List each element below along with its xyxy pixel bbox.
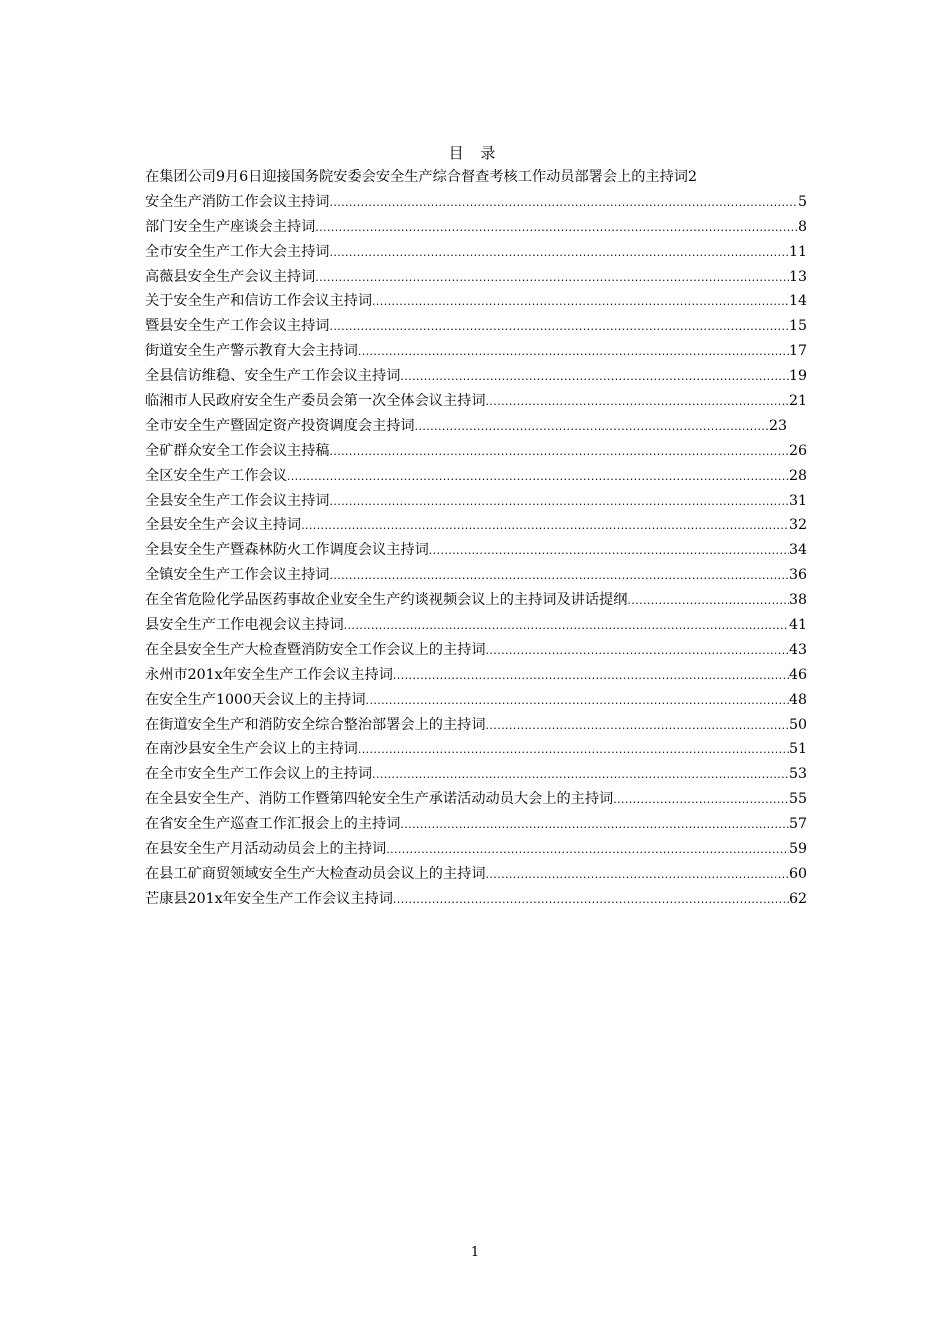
dot-leader (400, 813, 789, 837)
toc-entry-page-number[interactable]: 26 (788, 442, 807, 459)
toc-entry-title[interactable]: 全区安全生产工作会议 (145, 467, 287, 484)
toc-entry-title[interactable]: 关于安全生产和信访工作会议主持词 (145, 293, 373, 310)
toc-entry-page-number[interactable]: 50 (788, 716, 807, 733)
table-of-contents (145, 165, 807, 912)
toc-entry-title[interactable]: 在全省危险化学品医药事故企业安全生产约谈视频会议上的主持词及讲话提纲 (145, 592, 628, 609)
dot-leader (613, 788, 789, 812)
toc-entry[interactable] (145, 489, 807, 514)
toc-entry[interactable] (145, 165, 807, 190)
toc-entry[interactable] (145, 613, 807, 638)
toc-entry-title[interactable]: 在全市安全生产工作会议上的主持词 (145, 766, 373, 783)
toc-entry[interactable] (145, 215, 807, 240)
toc-entry[interactable] (145, 364, 807, 389)
toc-entry-page-number[interactable]: 15 (788, 318, 807, 335)
toc-entry-page-number[interactable]: 14 (788, 293, 807, 310)
toc-entry[interactable] (145, 389, 807, 414)
toc-entry[interactable] (145, 887, 807, 912)
dot-leader (393, 664, 789, 688)
toc-entry[interactable] (145, 414, 807, 439)
toc-entry[interactable] (145, 588, 807, 613)
toc-entry[interactable] (145, 737, 807, 762)
toc-entry[interactable] (145, 787, 807, 812)
toc-entry-title[interactable]: 安全生产消防工作会议主持词 (145, 193, 330, 210)
dot-leader (358, 738, 789, 762)
toc-entry-page-number[interactable]: 41 (788, 617, 807, 634)
toc-entry[interactable] (145, 190, 807, 215)
dot-leader (287, 465, 789, 489)
toc-entry-page-number[interactable]: 11 (788, 243, 807, 260)
toc-entry-page-number[interactable]: 32 (788, 517, 807, 534)
toc-entry-title[interactable]: 在县工矿商贸领域安全生产大检查动员会议上的主持词 (145, 865, 486, 882)
toc-entry-title[interactable]: 在街道安全生产和消防安全综合整治部署会上的主持词 (145, 716, 486, 733)
toc-entry-title[interactable]: 全县安全生产暨森林防火工作调度会议主持词 (145, 542, 429, 559)
toc-entry-title[interactable]: 高薇县安全生产会议主持词 (145, 268, 316, 285)
dot-leader (329, 241, 788, 265)
toc-entry-page-number[interactable]: 51 (788, 741, 807, 758)
toc-entry-page-number[interactable]: 36 (788, 567, 807, 584)
dot-leader (344, 614, 789, 638)
toc-entry-title[interactable]: 芒康县201x年安全生产工作会议主持词 (145, 890, 393, 907)
toc-entry-page-number[interactable]: 55 (788, 791, 807, 808)
toc-entry-title[interactable]: 在县安全生产月活动动员会上的主持词 (145, 841, 387, 858)
toc-entry[interactable] (145, 439, 807, 464)
dot-leader (329, 564, 788, 588)
toc-entry-title[interactable]: 全市安全生产暨固定资产投资调度会主持词 (145, 417, 415, 434)
toc-entry-title[interactable]: 部门安全生产座谈会主持词 (145, 218, 316, 235)
dot-leader (372, 290, 789, 314)
toc-entry[interactable] (145, 713, 807, 738)
toc-entry-title[interactable]: 全镇安全生产工作会议主持词 (145, 567, 330, 584)
dot-leader (415, 415, 769, 439)
toc-entry[interactable] (145, 837, 807, 862)
toc-entry-title[interactable]: 在安全生产1000天会议上的主持词 (145, 691, 366, 708)
toc-entry[interactable] (145, 563, 807, 588)
dot-leader (627, 589, 789, 613)
dot-leader (372, 763, 789, 787)
toc-entry-title[interactable]: 在全县安全生产、消防工作暨第四轮安全生产承诺活动动员大会上的主持词 (145, 791, 614, 808)
toc-entry-title[interactable]: 全市安全生产工作大会主持词 (145, 243, 330, 260)
dot-leader (486, 863, 789, 887)
dot-leader (366, 689, 789, 713)
toc-entry-page-number[interactable]: 2 (688, 169, 698, 185)
dot-leader (329, 315, 788, 339)
toc-entry-page-number[interactable]: 48 (788, 691, 807, 708)
toc-entry-page-number[interactable]: 38 (788, 592, 807, 609)
toc-entry-page-number[interactable]: 13 (788, 268, 807, 285)
dot-leader (301, 514, 789, 538)
toc-entry-page-number[interactable]: 5 (797, 193, 807, 210)
toc-entry-title[interactable]: 在集团公司9月6日迎接国务院安委会安全生产综合督查考核工作动员部署会上的主持词 (145, 169, 688, 185)
toc-entry-title[interactable]: 县安全生产工作电视会议主持词 (145, 617, 344, 634)
toc-entry-page-number[interactable]: 21 (788, 393, 807, 410)
toc-entry-title[interactable]: 在省安全生产巡查工作汇报会上的主持词 (145, 816, 401, 833)
toc-entry[interactable] (145, 812, 807, 837)
toc-entry-title[interactable]: 全县安全生产工作会议主持词 (145, 492, 330, 509)
toc-entry-page-number[interactable]: 8 (797, 218, 807, 235)
toc-entry[interactable] (145, 289, 807, 314)
toc-entry-page-number[interactable]: 60 (788, 865, 807, 882)
dot-leader (429, 539, 789, 563)
toc-entry-page-number[interactable]: 19 (788, 368, 807, 385)
toc-entry[interactable] (145, 464, 807, 489)
toc-entry-title[interactable]: 在全县安全生产大检查暨消防安全工作会议上的主持词 (145, 641, 486, 658)
dot-leader (400, 365, 789, 389)
dot-leader (329, 191, 798, 215)
toc-entry-page-number[interactable]: 62 (788, 890, 807, 907)
toc-entry-page-number[interactable]: 53 (788, 766, 807, 783)
toc-entry-title[interactable]: 全矿群众安全工作会议主持稿 (145, 442, 330, 459)
toc-entry[interactable] (145, 538, 807, 563)
toc-entry-page-number[interactable]: 59 (788, 841, 807, 858)
toc-entry-page-number[interactable]: 43 (788, 641, 807, 658)
toc-entry[interactable] (145, 688, 807, 713)
toc-entry[interactable] (145, 638, 807, 663)
toc-entry[interactable] (145, 265, 807, 290)
toc-entry-title[interactable]: 临湘市人民政府安全生产委员会第一次全体会议主持词 (145, 393, 486, 410)
toc-entry-page-number[interactable]: 17 (788, 343, 807, 360)
dot-leader (315, 216, 798, 240)
toc-entry-page-number[interactable]: 46 (788, 666, 807, 683)
toc-entry-title[interactable]: 暨县安全生产工作会议主持词 (145, 318, 330, 335)
toc-entry[interactable] (145, 339, 807, 364)
dot-leader (486, 714, 789, 738)
dot-leader (315, 266, 789, 290)
toc-entry[interactable] (145, 314, 807, 339)
toc-entry-page-number[interactable]: 28 (788, 467, 807, 484)
toc-entry-title[interactable]: 全县安全生产会议主持词 (145, 517, 302, 534)
toc-entry-page-number[interactable]: 57 (788, 816, 807, 833)
dot-leader (329, 490, 788, 514)
dot-leader (358, 340, 789, 364)
dot-leader (329, 440, 788, 464)
dot-leader (386, 838, 789, 862)
toc-entry-title[interactable]: 街道安全生产警示教育大会主持词 (145, 343, 358, 360)
toc-title: 目 录 (448, 144, 502, 162)
toc-entry-page-number[interactable]: 31 (788, 492, 807, 509)
toc-entry[interactable] (145, 513, 807, 538)
toc-entry-title[interactable]: 永州市201x年安全生产工作会议主持词 (145, 666, 393, 683)
toc-entry[interactable] (145, 862, 807, 887)
dot-leader (486, 639, 789, 663)
toc-entry-title[interactable]: 在南沙县安全生产会议上的主持词 (145, 741, 358, 758)
dot-leader (393, 888, 789, 912)
toc-entry-title[interactable]: 全县信访维稳、安全生产工作会议主持词 (145, 368, 401, 385)
dot-leader (486, 390, 789, 414)
toc-entry-page-number[interactable]: 23 (768, 417, 787, 434)
toc-entry[interactable] (145, 240, 807, 265)
toc-entry[interactable] (145, 663, 807, 688)
toc-entry[interactable] (145, 762, 807, 787)
page-number: 1 (470, 1245, 480, 1260)
toc-entry-page-number[interactable]: 34 (788, 542, 807, 559)
